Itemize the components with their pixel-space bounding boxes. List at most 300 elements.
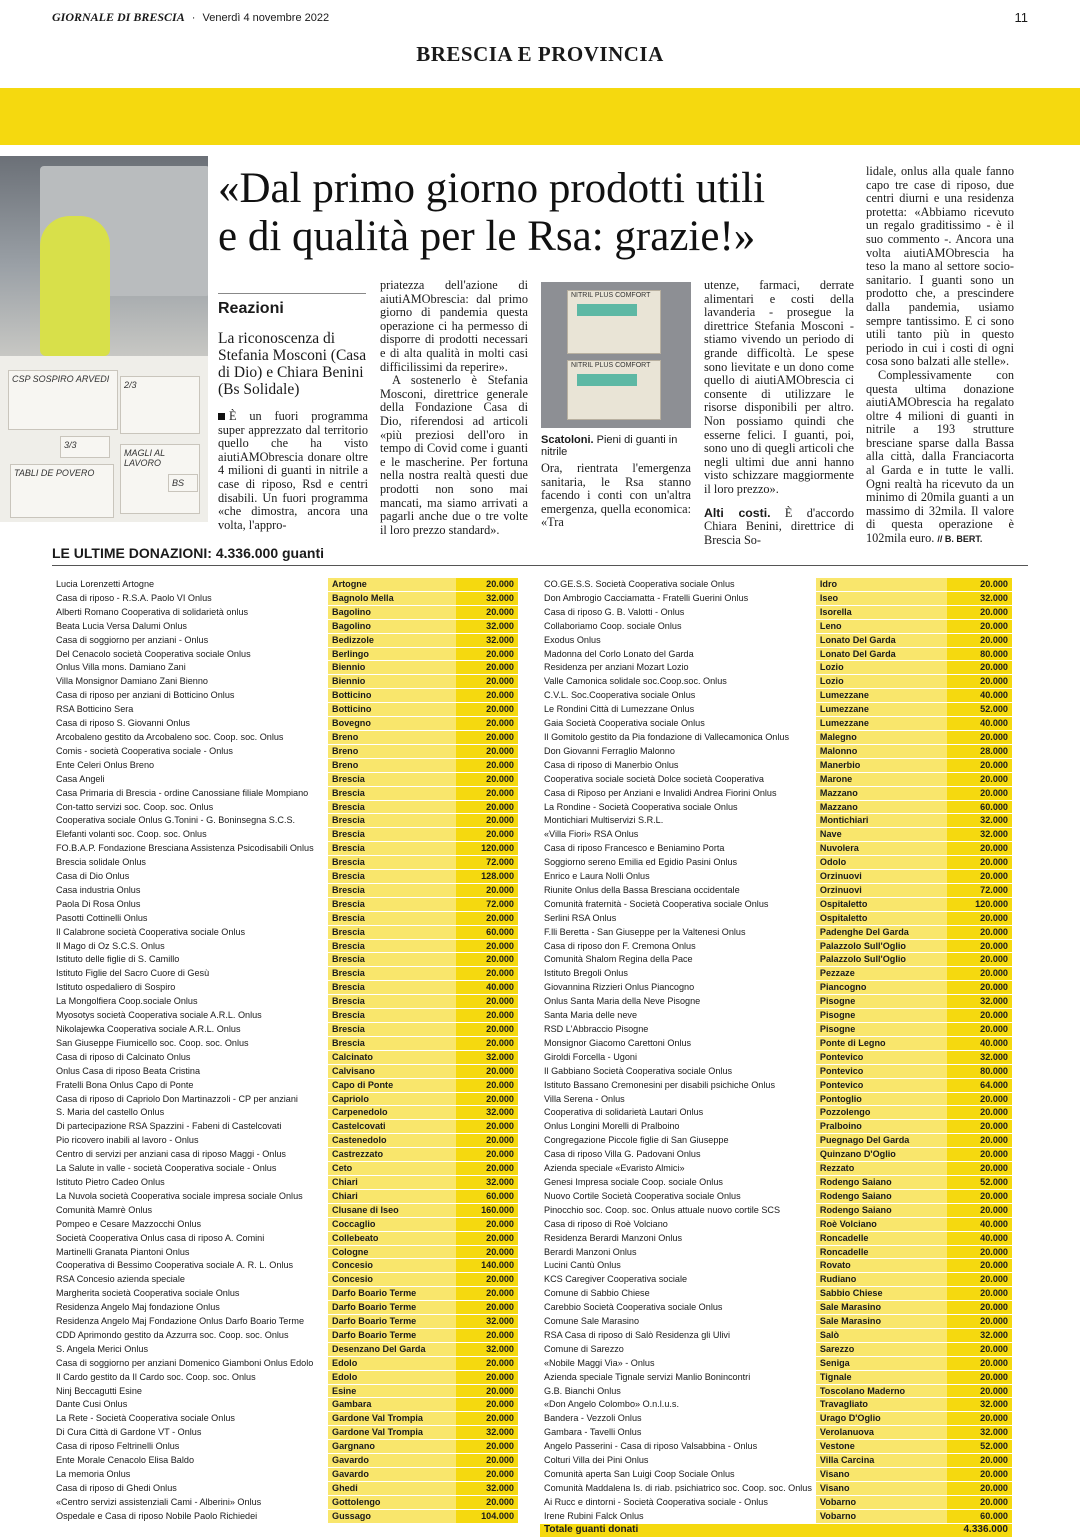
- org-name: Paola Di Rosa Onlus: [52, 897, 328, 911]
- org-name: Casa di riposo di Manerbio Onlus: [540, 758, 816, 772]
- org-name: Istituto Bassano Cremonesini per disabili psichiche Onlus: [540, 1078, 816, 1092]
- town-name: Pralboino: [816, 1120, 947, 1134]
- glove-count: 20.000: [947, 1134, 1012, 1148]
- table-row: [52, 1454, 518, 1468]
- org-name: Valle Camonica solidale soc.Coop.soc. Onlus: [540, 675, 816, 689]
- table-row: [52, 1468, 518, 1482]
- article-column-5: [866, 165, 1014, 547]
- table-row: [540, 925, 1012, 939]
- box-label: MAGLI AL LAVORO: [120, 444, 200, 514]
- org-name: Casa Angeli: [52, 772, 328, 786]
- org-name: «Villa Fiori» RSA Onlus: [540, 828, 816, 842]
- town-name: Rezzato: [816, 1162, 947, 1176]
- photo-caption: [541, 434, 691, 458]
- glove-count: 80.000: [947, 647, 1012, 661]
- table-row: [540, 1468, 1012, 1482]
- town-name: Ghedi: [328, 1481, 456, 1495]
- town-name: Biennio: [328, 661, 456, 675]
- box-label: BS: [168, 474, 198, 492]
- summary: La riconoscenza di Stefania Mosconi (Casa di Dio) e Chiara Benini (Bs Solidale): [218, 330, 367, 398]
- table-row: [52, 772, 518, 786]
- org-name: Onlus Casa di riposo Beata Cristina: [52, 1064, 328, 1078]
- town-name: Brescia: [328, 883, 456, 897]
- org-name: Don Giovanni Ferraglio Malonno: [540, 744, 816, 758]
- table-row: [540, 911, 1012, 925]
- town-name: Clusane di Iseo: [328, 1203, 456, 1217]
- table-row: [540, 1078, 1012, 1092]
- town-name: Berlingo: [328, 647, 456, 661]
- glove-count: 32.000: [947, 828, 1012, 842]
- org-name: Santa Maria delle neve: [540, 1009, 816, 1023]
- glove-count: 72.000: [456, 897, 518, 911]
- col4b-text: È d'accordo Chiara Benini, direttrice di Brescia So-: [704, 505, 854, 547]
- town-name: Edolo: [328, 1370, 456, 1384]
- town-name: Malegno: [816, 730, 947, 744]
- table-row: [540, 703, 1012, 717]
- org-name: Soggiorno sereno Emilia ed Egidio Pasini Onlus: [540, 856, 816, 870]
- glove-count: 20.000: [947, 730, 1012, 744]
- town-name: Lozio: [816, 661, 947, 675]
- org-name: S. Angela Merici Onlus: [52, 1342, 328, 1356]
- org-name: Nuovo Cortile Società Cooperativa sociale Onlus: [540, 1189, 816, 1203]
- org-name: Arcobaleno gestito da Arcobaleno soc. Coop. soc. Onlus: [52, 730, 328, 744]
- org-name: Casa di riposo Feltrinelli Onlus: [52, 1440, 328, 1454]
- org-name: Casa di riposo per anziani di Botticino Onlus: [52, 689, 328, 703]
- table-row: [52, 1301, 518, 1315]
- town-name: Lonato Del Garda: [816, 633, 947, 647]
- table-row: [540, 1134, 1012, 1148]
- town-name: Padenghe Del Garda: [816, 925, 947, 939]
- town-name: Bedizzole: [328, 633, 456, 647]
- table-row: [540, 1384, 1012, 1398]
- table-row: [52, 814, 518, 828]
- org-name: F.lli Beretta - San Giuseppe per la Valtenesi Onlus: [540, 925, 816, 939]
- box-label: CSP SOSPIRO ARVEDI: [8, 370, 118, 430]
- glove-count: 80.000: [947, 1064, 1012, 1078]
- org-name: Elefanti volanti soc. Coop. soc. Onlus: [52, 828, 328, 842]
- glove-count: 20.000: [947, 1481, 1012, 1495]
- issue-date: Venerdì 4 novembre 2022: [202, 12, 330, 24]
- table-row: [540, 1231, 1012, 1245]
- table-row: [540, 578, 1012, 591]
- table-row: [52, 1189, 518, 1203]
- town-name: Nave: [816, 828, 947, 842]
- glove-count: 60.000: [947, 800, 1012, 814]
- table-row: [52, 1356, 518, 1370]
- table-row: [52, 1370, 518, 1384]
- glove-count: 32.000: [456, 1315, 518, 1329]
- org-name: KCS Caregiver Cooperativa sociale: [540, 1273, 816, 1287]
- table-row: [52, 675, 518, 689]
- glove-count: 20.000: [947, 1092, 1012, 1106]
- town-name: Pisogne: [816, 995, 947, 1009]
- org-name: Il Gomitolo gestito da Pia fondazione di Vallecamonica Onlus: [540, 730, 816, 744]
- glove-count: 140.000: [456, 1259, 518, 1273]
- article-column-4: [704, 279, 854, 547]
- org-name: Nikolajewka Cooperativa sociale A.R.L. Onlus: [52, 1023, 328, 1037]
- table-row: [52, 786, 518, 800]
- glove-count: 32.000: [456, 1106, 518, 1120]
- table-row: [52, 870, 518, 884]
- town-name: Seniga: [816, 1356, 947, 1370]
- glove-count: 20.000: [947, 619, 1012, 633]
- town-name: Visano: [816, 1468, 947, 1482]
- table-row: [540, 1203, 1012, 1217]
- town-name: Pontevico: [816, 1050, 947, 1064]
- table-row: [52, 1273, 518, 1287]
- org-name: «Nobile Maggi Via» - Onlus: [540, 1356, 816, 1370]
- table-row: [540, 1050, 1012, 1064]
- org-name: Centro di servizi per anziani casa di riposo Maggi - Onlus: [52, 1148, 328, 1162]
- town-name: Gardone Val Trompia: [328, 1412, 456, 1426]
- glove-count: 20.000: [947, 911, 1012, 925]
- table-row: [52, 578, 518, 591]
- org-name: La Nuvola società Cooperativa sociale impresa sociale Onlus: [52, 1189, 328, 1203]
- glove-count: 20.000: [947, 1468, 1012, 1482]
- glove-count: 20.000: [456, 1356, 518, 1370]
- town-name: Brescia: [328, 800, 456, 814]
- glove-count: 20.000: [456, 995, 518, 1009]
- headline: [218, 165, 858, 261]
- table-row: [540, 1009, 1012, 1023]
- table-row: [540, 619, 1012, 633]
- org-name: Il Cardo gestito da Il Cardo soc. Coop. soc. Onlus: [52, 1370, 328, 1384]
- glove-count: 20.000: [947, 1148, 1012, 1162]
- carton-label: [577, 304, 637, 316]
- table-row: [52, 647, 518, 661]
- town-name: Brescia: [328, 995, 456, 1009]
- glove-count: 20.000: [456, 1217, 518, 1231]
- town-name: Lonato Del Garda: [816, 647, 947, 661]
- org-name: Giroldi Forcella - Ugoni: [540, 1050, 816, 1064]
- town-name: Brescia: [328, 842, 456, 856]
- org-name: Casa di riposo di Capriolo Don Martinazzoli - CP per anziani: [52, 1092, 328, 1106]
- table-row: [540, 1370, 1012, 1384]
- town-name: Botticino: [328, 689, 456, 703]
- glove-count: 32.000: [947, 1328, 1012, 1342]
- glove-count: 20.000: [456, 1009, 518, 1023]
- town-name: Brescia: [328, 911, 456, 925]
- org-name: RSA Concesio azienda speciale: [52, 1273, 328, 1287]
- table-row: [540, 1148, 1012, 1162]
- org-name: Comunità Maddalena Is. di riab. psichiatrico soc. Coop. soc. Onlus: [540, 1481, 816, 1495]
- bullet-square-icon: [218, 413, 225, 420]
- town-name: Bagnolo Mella: [328, 591, 456, 605]
- glove-count: 52.000: [947, 1175, 1012, 1189]
- glove-count: 20.000: [456, 1495, 518, 1509]
- col5b-text: Complessivamente con questa ultima donazione aiutiAMObrescia ha regalato oltre 4 milioni di guanti in nitrile a 193 strutture bresciane sparse dalla Bassa alla città, dalla Franciacorta al Garda e in tutte le valli. Ogni realtà ha ricevuto da un minimo di 20mila guanti a un massimo di 32mila. Il valore di questa operazione è 102mila euro.: [866, 367, 1014, 546]
- org-name: Ente Morale Cenacolo Elisa Baldo: [52, 1454, 328, 1468]
- town-name: Travagliato: [816, 1398, 947, 1412]
- org-name: Azienda speciale «Evaristo Almici»: [540, 1162, 816, 1176]
- org-name: Istituto Pietro Cadeo Onlus: [52, 1175, 328, 1189]
- table-row: [540, 1162, 1012, 1176]
- table-row: [52, 758, 518, 772]
- town-name: Brescia: [328, 1009, 456, 1023]
- table-row: [540, 1426, 1012, 1440]
- town-name: Montichiari: [816, 814, 947, 828]
- glove-count: 20.000: [947, 1384, 1012, 1398]
- col1-text: È un fuori programma super apprezzato dal territorio quello che ha visto aiutiAMObrescia donare oltre 4 milioni di guanti in nitrile a case di riposo, Rsd e centri disabili. Un fuori programma «che dimostra, ancora una volta, l'appro-: [218, 409, 368, 532]
- table-row: [540, 1481, 1012, 1495]
- org-name: Pompeo e Cesare Mazzocchi Onlus: [52, 1217, 328, 1231]
- table-row: [540, 1440, 1012, 1454]
- glove-count: 20.000: [456, 1328, 518, 1342]
- table-row: [540, 1064, 1012, 1078]
- glove-count: 20.000: [456, 883, 518, 897]
- headline-line: «Dal primo giorno prodotti utili: [218, 165, 766, 212]
- org-name: Azienda speciale Tignale servizi Manlio Bonincontri: [540, 1370, 816, 1384]
- glove-count: 20.000: [947, 1356, 1012, 1370]
- table-row: [52, 1009, 518, 1023]
- org-name: Cooperativa di Bessimo Cooperativa sociale A. R. L. Onlus: [52, 1259, 328, 1273]
- glove-count: 20.000: [947, 633, 1012, 647]
- town-name: Coccaglio: [328, 1217, 456, 1231]
- glove-count: 32.000: [456, 1175, 518, 1189]
- town-name: Breno: [328, 744, 456, 758]
- col2a-text: priatezza dell'azione di aiutiAMObrescia: dal primo giorno di pandemia questa operazione ci ha permesso di disporre di prodotti necessari e di alta qualità in molti casi difficilissimi da reperire».: [380, 278, 528, 374]
- table-row: [540, 1259, 1012, 1273]
- glove-count: 20.000: [456, 911, 518, 925]
- org-name: Irene Rubini Falck Onlus: [540, 1509, 816, 1523]
- org-name: Berardi Manzoni Onlus: [540, 1245, 816, 1259]
- town-name: Malonno: [816, 744, 947, 758]
- org-name: FO.B.A.P. Fondazione Bresciana Assistenza Psicodisabili Onlus: [52, 842, 328, 856]
- org-name: Ospedale e Casa di riposo Nobile Paolo Richiedei: [52, 1509, 328, 1523]
- org-name: Bandera - Vezzoli Onlus: [540, 1412, 816, 1426]
- table-row: [52, 1509, 518, 1523]
- glove-count: 20.000: [947, 1412, 1012, 1426]
- glove-count: 20.000: [456, 1440, 518, 1454]
- org-name: Casa industria Onlus: [52, 883, 328, 897]
- table-row: [540, 1454, 1012, 1468]
- glove-count: 32.000: [947, 1050, 1012, 1064]
- town-name: Bovegno: [328, 717, 456, 731]
- glove-count: 20.000: [947, 1203, 1012, 1217]
- org-name: Il Gabbiano Società Cooperativa sociale Onlus: [540, 1064, 816, 1078]
- table-row: [540, 814, 1012, 828]
- org-name: Ai Rucc e dintorni - Società Cooperativa sociale - Onlus: [540, 1495, 816, 1509]
- table-row: [540, 730, 1012, 744]
- table-row: [52, 1064, 518, 1078]
- table-row: [540, 1273, 1012, 1287]
- glove-count: 20.000: [456, 703, 518, 717]
- town-name: Pisogne: [816, 1023, 947, 1037]
- glove-count: 32.000: [456, 619, 518, 633]
- glove-count: 32.000: [456, 1342, 518, 1356]
- table-row: [540, 605, 1012, 619]
- table-row: [52, 1259, 518, 1273]
- glove-count: 20.000: [456, 1064, 518, 1078]
- glove-count: 20.000: [456, 744, 518, 758]
- glove-count: 20.000: [456, 605, 518, 619]
- town-name: Concesio: [328, 1273, 456, 1287]
- carton-label: [577, 374, 637, 386]
- glove-count: 20.000: [947, 605, 1012, 619]
- town-name: Idro: [816, 578, 947, 591]
- town-name: Darfo Boario Terme: [328, 1315, 456, 1329]
- town-name: Gargnano: [328, 1440, 456, 1454]
- table-row: [52, 925, 518, 939]
- table-row: [540, 1342, 1012, 1356]
- town-name: Piancogno: [816, 981, 947, 995]
- org-name: Lucini Cantù Onlus: [540, 1259, 816, 1273]
- glove-count: 60.000: [947, 1509, 1012, 1523]
- glove-count: 20.000: [456, 1370, 518, 1384]
- glove-count: 20.000: [947, 1023, 1012, 1037]
- glove-count: 20.000: [456, 689, 518, 703]
- table-row: [52, 883, 518, 897]
- org-name: Beata Lucia Versa Dalumi Onlus: [52, 619, 328, 633]
- boxes-photo: [541, 282, 691, 428]
- town-name: Roè Volciano: [816, 1217, 947, 1231]
- glove-count: 20.000: [947, 1245, 1012, 1259]
- town-name: Brescia: [328, 772, 456, 786]
- org-name: Casa di riposo S. Giovanni Onlus: [52, 717, 328, 731]
- table-row: [52, 1384, 518, 1398]
- town-name: Lozio: [816, 675, 947, 689]
- glove-count: 32.000: [456, 591, 518, 605]
- glove-count: 20.000: [947, 953, 1012, 967]
- glove-count: 32.000: [456, 1050, 518, 1064]
- org-name: Casa di riposo Villa G. Padovani Onlus: [540, 1148, 816, 1162]
- town-name: Gambara: [328, 1398, 456, 1412]
- town-name: Brescia: [328, 786, 456, 800]
- org-name: RSA Botticino Sera: [52, 703, 328, 717]
- glove-count: 20.000: [456, 1120, 518, 1134]
- glove-count: 20.000: [456, 814, 518, 828]
- glove-count: 20.000: [947, 925, 1012, 939]
- org-name: Casa Primaria di Brescia - ordine Canossiane filiale Mompiano: [52, 786, 328, 800]
- table-row: [540, 953, 1012, 967]
- org-name: Exodus Onlus: [540, 633, 816, 647]
- table-row: [52, 1412, 518, 1426]
- table-row: [540, 897, 1012, 911]
- table-row: [540, 1495, 1012, 1509]
- glove-count: 20.000: [456, 730, 518, 744]
- org-name: «Don Angelo Colombo» O.n.l.u.s.: [540, 1398, 816, 1412]
- table-row: [52, 1148, 518, 1162]
- table-row: [540, 661, 1012, 675]
- col5a-text: lidale, onlus alla quale fanno capo tre case di riposo, due centri diurni e una residenza protetta: «Abbiamo ricevuto un regalo graditissimo - è il suo commento -. Ancora una volta aiutiAMObrescia ha teso la mano al settore socio-sanitario. I guanti sono un prodotto che, a prescindere dalla pandemia, usiamo sempre tantissimo. E ci sono utili tanto più in questo periodo in cui i costi di ogni cosa sono balzati alle stelle».: [866, 164, 1014, 369]
- glove-count: 20.000: [947, 967, 1012, 981]
- glove-count: 20.000: [456, 1078, 518, 1092]
- worker-shape: [40, 216, 110, 356]
- glove-count: 20.000: [456, 1398, 518, 1412]
- publication-name: GIORNALE DI BRESCIA: [52, 10, 185, 24]
- glove-count: 72.000: [456, 856, 518, 870]
- org-name: Casa di riposo - R.S.A. Paolo VI Onlus: [52, 591, 328, 605]
- town-name: Vobarno: [816, 1509, 947, 1523]
- table-row: [52, 1036, 518, 1050]
- article-column-1: [218, 410, 368, 532]
- town-name: Mazzano: [816, 786, 947, 800]
- glove-count: 20.000: [456, 578, 518, 591]
- town-name: Orzinuovi: [816, 870, 947, 884]
- table-row: [52, 661, 518, 675]
- glove-count: 40.000: [947, 689, 1012, 703]
- headline-line: e di qualità per le Rsa: grazie!»: [218, 213, 756, 260]
- table-row: [540, 1120, 1012, 1134]
- total-value: 4.336.000: [947, 1523, 1012, 1537]
- glove-count: 72.000: [947, 883, 1012, 897]
- org-name: Margherita società Cooperativa sociale Onlus: [52, 1287, 328, 1301]
- org-name: Pio ricovero inabili al lavoro - Onlus: [52, 1134, 328, 1148]
- org-name: Casa di Dio Onlus: [52, 870, 328, 884]
- table-row: [52, 800, 518, 814]
- table-row: [52, 1481, 518, 1495]
- table-row: [540, 883, 1012, 897]
- glove-count: 40.000: [947, 1036, 1012, 1050]
- town-name: Lumezzane: [816, 703, 947, 717]
- table-row: [540, 675, 1012, 689]
- org-name: Casa di riposo di Ghedi Onlus: [52, 1481, 328, 1495]
- glove-count: 20.000: [456, 1134, 518, 1148]
- separator: ·: [191, 12, 196, 24]
- glove-count: 20.000: [947, 842, 1012, 856]
- town-name: Ospitaletto: [816, 897, 947, 911]
- glove-count: 20.000: [947, 661, 1012, 675]
- table-row: [540, 1315, 1012, 1329]
- org-name: Enrico e Laura Nolli Onlus: [540, 870, 816, 884]
- town-name: Brescia: [328, 828, 456, 842]
- town-name: Gottolengo: [328, 1495, 456, 1509]
- town-name: Cologne: [328, 1245, 456, 1259]
- glove-count: 20.000: [456, 1023, 518, 1037]
- glove-count: 104.000: [456, 1509, 518, 1523]
- town-name: Brescia: [328, 1036, 456, 1050]
- town-name: Esine: [328, 1384, 456, 1398]
- org-name: La Mongolfiera Coop.sociale Onlus: [52, 995, 328, 1009]
- town-name: Manerbio: [816, 758, 947, 772]
- carton-shape: [567, 290, 661, 354]
- town-name: Ospitaletto: [816, 911, 947, 925]
- table-row: [52, 953, 518, 967]
- table-row: [52, 1078, 518, 1092]
- org-name: Di Cura Città di Gardone VT - Onlus: [52, 1426, 328, 1440]
- table-row: [540, 842, 1012, 856]
- table-row: [540, 772, 1012, 786]
- col2b-text: A sostenerlo è Stefania Mosconi, direttrice generale della Fondazione Casa di Dio, riferendosi ad articoli «più preziosi dell'oro in tempo di Covid come i guanti e le mascherine. Per fortuna nella nostra realtà questi due prodotti non sono mai mancati, ma siamo arrivati a pagarli anche due o tre volte il loro prezzo standard».: [380, 373, 528, 537]
- town-name: Isorella: [816, 605, 947, 619]
- town-name: Leno: [816, 619, 947, 633]
- org-name: La Rete - Società Cooperativa sociale Onlus: [52, 1412, 328, 1426]
- table-row: [540, 1509, 1012, 1523]
- glove-count: 20.000: [947, 1342, 1012, 1356]
- org-name: CDD Aprimondo gestito da Azzurra soc. Coop. soc. Onlus: [52, 1328, 328, 1342]
- town-name: Rodengo Saiano: [816, 1203, 947, 1217]
- org-name: Villa Monsignor Damiano Zani Bienno: [52, 675, 328, 689]
- table-row: [52, 689, 518, 703]
- table-row: [52, 939, 518, 953]
- org-name: Martinelli Granata Piantoni Onlus: [52, 1245, 328, 1259]
- glove-count: 20.000: [456, 828, 518, 842]
- glove-count: 32.000: [947, 995, 1012, 1009]
- org-name: Casa di riposo di Calcinato Onlus: [52, 1050, 328, 1064]
- table-row: [52, 744, 518, 758]
- org-name: Le Rondini Città di Lumezzane Onlus: [540, 703, 816, 717]
- box-label: TABLI DE POVERO: [10, 464, 114, 518]
- table-row: [540, 647, 1012, 661]
- glove-count: 20.000: [947, 1009, 1012, 1023]
- glove-count: 120.000: [456, 842, 518, 856]
- org-name: Casa di riposo don F. Cremona Onlus: [540, 939, 816, 953]
- glove-count: 20.000: [456, 1412, 518, 1426]
- glove-count: 32.000: [947, 1426, 1012, 1440]
- town-name: Pontevico: [816, 1078, 947, 1092]
- glove-count: 20.000: [456, 1245, 518, 1259]
- table-row: [540, 828, 1012, 842]
